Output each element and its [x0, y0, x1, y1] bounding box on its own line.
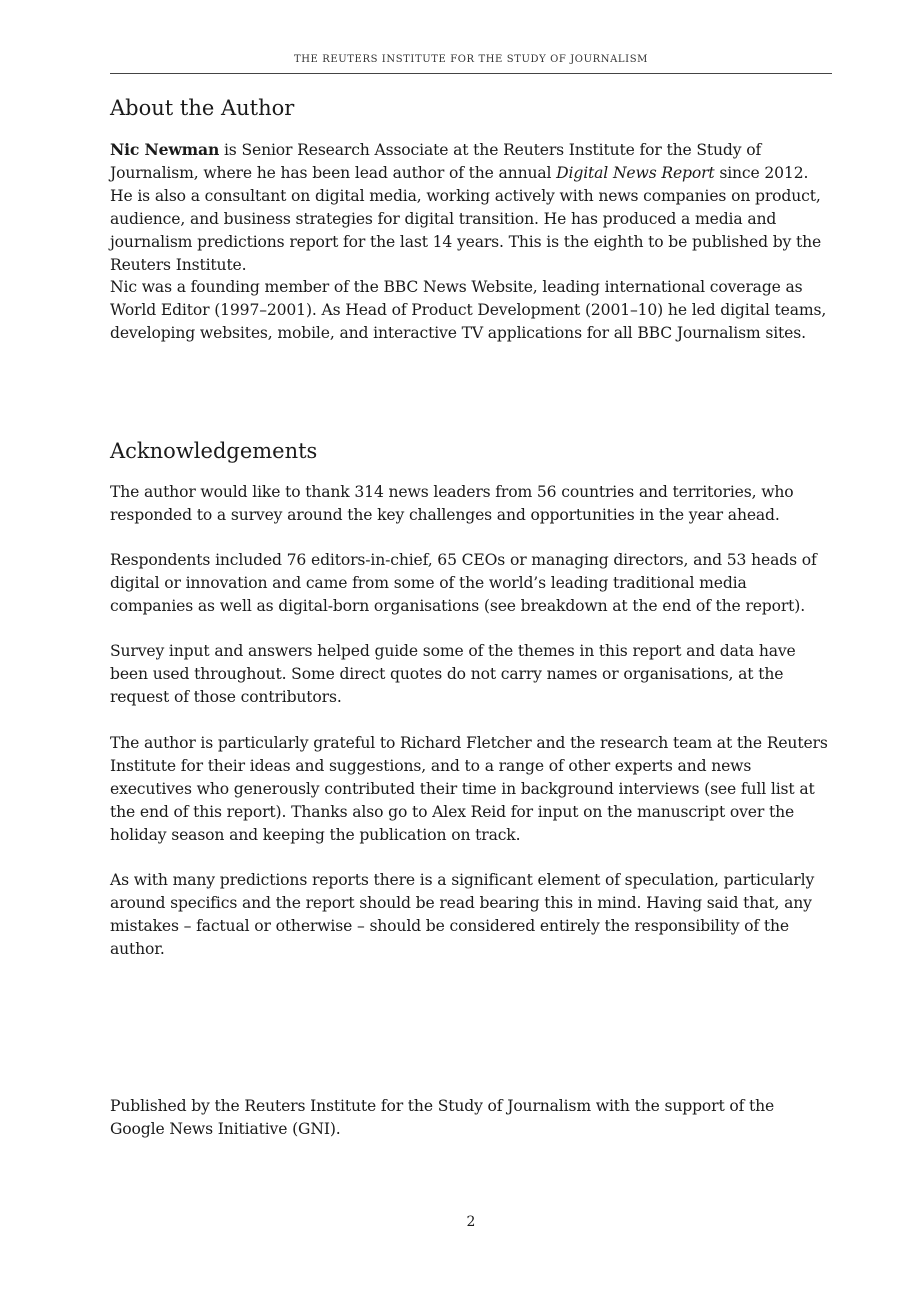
- running-header: THE REUTERS INSTITUTE FOR THE STUDY OF JOURNALISM: [293, 54, 649, 65]
- acknowledgements-paragraph-2: Respondents included 76 editors-in-chief, 65 CEOs or managing directors, and 53 heads of digital or innovation and came from some of the world’s leading traditional media companies as well as digital-born organisations (see breakdown at the end of the report).: [110, 551, 817, 615]
- about-text-a: is Senior Research Associate at the Reuters Institute for the Study of Journalism, where he has been lead author of the annual: [110, 141, 762, 182]
- acknowledgements-paragraph-3: Survey input and answers helped guide some of the themes in this report and data have been used throughout. Some direct quotes do not carry names or organisations, at the request of those contributors.: [110, 642, 796, 706]
- header-rule: [110, 73, 832, 74]
- author-name: Nic Newman: [110, 140, 220, 159]
- about-text-b: since 2012. He is also a consultant on digital media, working actively with news companies on product, audience, and business strategies for digital transition. He has produced a media and journalism predictions report for the last 14 years. This is the eighth to be published by the Reuters Institute.: [110, 164, 822, 274]
- acknowledgements-paragraph-4: The author is particularly grateful to Richard Fletcher and the research team at the Reuters Institute for their ideas and suggestions, and to a range of other experts and news executives who generously contributed their time in background interviews (see full list at the end of this report). Thanks also go to Alex Reid for input on the manuscript over the holiday season and keeping the publication on track.: [110, 734, 828, 844]
- acknowledgements-heading: Acknowledgements: [110, 439, 318, 463]
- publication-note: Published by the Reuters Institute for the Study of Journalism with the support of the Google News Initiative (GNI).: [110, 1097, 775, 1138]
- page-number: 2: [466, 1214, 476, 1230]
- acknowledgements-paragraph-5: As with many predictions reports there is a significant element of speculation, particularly around specifics and the report should be read bearing this in mind. Having said that, any mistakes – factual or otherwise – should be considered entirely the responsibility of the author.: [110, 871, 815, 958]
- about-author-paragraph-1: [110, 138, 832, 277]
- report-title: Digital News Report: [556, 164, 715, 182]
- document-page: [110, 0, 832, 1302]
- about-author-paragraph-2: Nic was a founding member of the BBC News Website, leading international coverage as World Editor (1997–2001). As Head of Product Development (2001–10) he led digital teams, developing websites, mobile, and interactive TV applications for all BBC Journalism sites.: [110, 278, 827, 342]
- acknowledgements-paragraph-1: The author would like to thank 314 news leaders from 56 countries and territories, who responded to a survey around the key challenges and opportunities in the year ahead.: [110, 483, 794, 524]
- about-author-heading: About the Author: [110, 96, 295, 120]
